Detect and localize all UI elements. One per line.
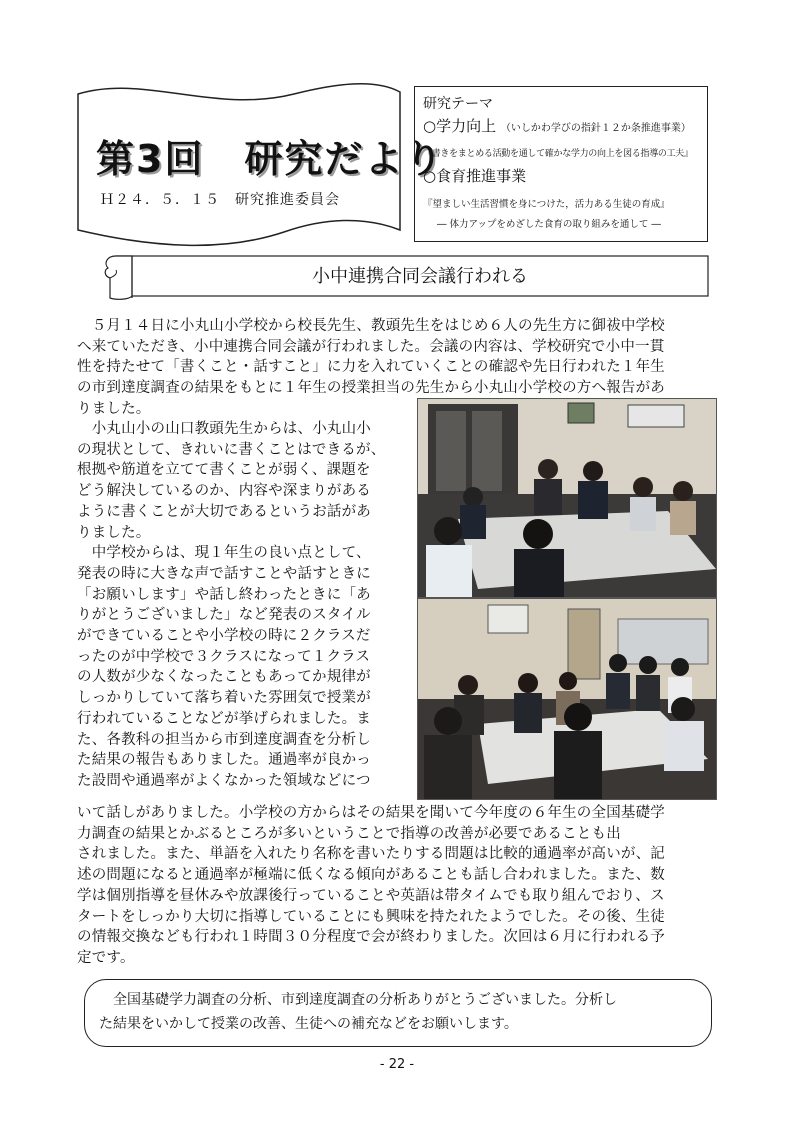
text-line: 行われていることなどが挙げられました。ま <box>77 710 371 727</box>
text-line: 力調査の結果とかぶるところが多いということで指導の改善が必要であることも出 <box>77 825 621 842</box>
text-line: されました。また、単語を入れたり名称を書いたりする問題は比較的通過率が高いが、記 <box>77 846 665 863</box>
text-line: 小丸山小の山口教頭先生からは、小丸山小 <box>77 421 371 437</box>
text-line: た結果の報告もありました。通過率が良かっ <box>77 752 371 769</box>
theme-item-food: ○食育推進事業 <box>423 167 527 185</box>
text-line: ように書くことが大切であるというお話があ <box>77 503 371 520</box>
text-line: しっかりしていて落ち着いた雰囲気で授業が <box>77 690 371 707</box>
text-line: 述の問題になると通過率が極端に低くなる傾向があることも話し合われました。また、数 <box>77 867 665 884</box>
text-line: タートをしっかり大切に指導していることにも興味を持たれたようでした。その後、生徒 <box>77 908 665 925</box>
article-title: 小中連携合同会議行われる <box>312 266 528 287</box>
text-line: の人数が少なくなったこともあってか規律が <box>77 669 371 686</box>
text-line: 根拠や筋道を立てて書くことが弱く、課題を <box>77 462 371 479</box>
research-theme-box <box>414 86 708 242</box>
note-line: 全国基礎学力調査の分析、市到達度調査の分析ありがとうございました。分析し <box>99 992 617 1008</box>
theme-item-academic-label: ○学力向上 <box>423 117 497 135</box>
text-line: 性を持たせて「書くこと・話すこと」に力を入れていくことの確認や先日行われた１年生 <box>77 359 665 376</box>
text-line: 定です。 <box>77 949 135 966</box>
theme-item-academic-desc: 『書きをまとめる活動を通して確かな学力の向上を図る指導の工夫』 <box>423 149 693 159</box>
text-line: の現状として、きれいに書くことはできるが、 <box>77 441 386 458</box>
text-line: りがとうございました」など発表のスタイル <box>77 607 371 624</box>
closing-note-box <box>84 979 712 1047</box>
article-paragraph-column <box>77 419 385 792</box>
page-number: - 22 - <box>379 1057 415 1072</box>
theme-item-food-desc: 『望ましい生活習慣を身につけた，活力ある生徒の育成』 <box>423 199 670 210</box>
meeting-photo-2 <box>417 598 717 800</box>
text-line: 中学校からは、現１年生の良い点として、 <box>77 545 371 562</box>
article-paragraph-continued <box>77 803 665 969</box>
text-line: の市到達度調査の結果をもとに１年生の授業担当の先生から小丸山小学校の方へ報告があ <box>77 380 665 397</box>
theme-item-food-sub: ― 体力アップをめざした食育の取り組みを通して ― <box>437 219 661 230</box>
text-line: 「お願いします」や話し終わったときに「あ <box>77 586 371 603</box>
text-line: りました。 <box>77 400 151 417</box>
theme-item-academic <box>423 115 699 136</box>
text-line: た、各教科の担当から市到達度調査を分析し <box>77 731 371 748</box>
theme-item-academic-sub: （いしかわ学びの指針１２か条推進事業） <box>500 123 691 134</box>
text-line: りました。 <box>77 524 151 541</box>
text-line: ったのが中学校で３クラスになって１クラス <box>77 648 371 665</box>
text-line: の情報交換なども行われ１時間３０分程度で会が終わりました。次回は６月に行われる予 <box>77 929 665 946</box>
issue-date-line: Ｈ２４．５．１５ 研究推進委員会 <box>100 192 340 208</box>
theme-heading: 研究テーマ <box>423 96 493 112</box>
text-line: どう解決しているのか、内容や深まりがある <box>77 483 371 500</box>
text-line: 発表の時に大きな声で話すことや話すときに <box>77 565 371 582</box>
text-line: 学は個別指導を昼休みや放課後行っていることや英語は帯タイムでも取り組んでおり、ス <box>77 887 665 904</box>
newsletter-title: 第3回 研究だより <box>96 137 445 181</box>
text-line: た設問や通過率がよくなかった領域などにつ <box>77 772 371 789</box>
text-line: ５月１４日に小丸山小学校から校長先生、教頭先生をはじめ６人の先生方に御祓中学校 <box>77 318 665 334</box>
text-line: いて話しがありました。小学校の方からはその結果を聞いて今年度の６年生の全国基礎学 <box>77 805 665 821</box>
text-line: ができていることや小学校の時に２クラスだ <box>77 628 371 645</box>
text-line: へ来ていただき、小中連携合同会議が行われました。会議の内容は、学校研究で小中一貫 <box>77 338 665 355</box>
meeting-photo-1 <box>417 398 717 598</box>
note-line: た結果をいかして授業の改善、生徒への補充などをお願いします。 <box>99 1016 518 1032</box>
